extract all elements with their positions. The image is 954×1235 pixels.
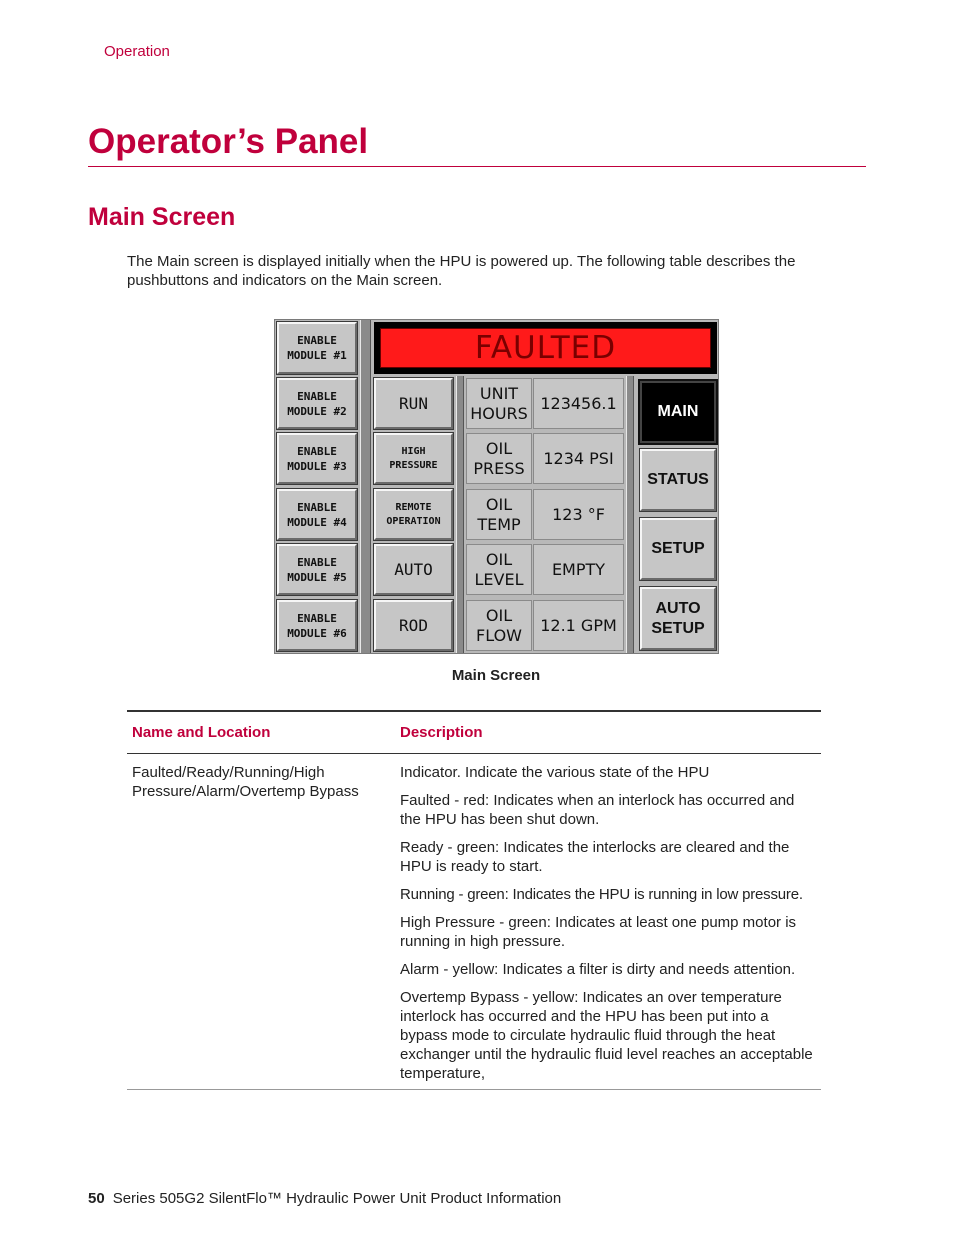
readout-label-oil-press: OIL PRESS — [466, 433, 532, 484]
readout-label-oil-flow: OIL FLOW — [466, 600, 532, 651]
running-header-section: Operation — [104, 43, 170, 60]
table-row-description — [400, 763, 818, 1092]
high-pressure-button[interactable]: HIGH PRESSURE — [374, 433, 453, 484]
description-paragraph: Overtemp Bypass - yellow: Indicates an over temperature interlock has occurred and the HPU has been put into a bypass mode to circulate hydraulic fluid through the heat exchanger until the hydraulic fluid level reaches an acceptable temperature, — [400, 989, 813, 1082]
table-row-name: Faulted/Ready/Running/High Pressure/Alarm/Overtemp Bypass — [132, 764, 359, 800]
left-divider — [360, 320, 371, 653]
description-paragraph: High Pressure - green: Indicates at least one pump motor is running in high pressure. — [400, 914, 797, 950]
auto-setup-nav-button[interactable]: AUTO SETUP — [640, 587, 716, 650]
status-indicator: FAULTED — [380, 328, 711, 368]
mid-divider — [456, 376, 464, 653]
table-bottom-rule — [127, 1089, 821, 1090]
title-rule — [88, 166, 866, 167]
setup-nav-button[interactable]: SETUP — [640, 518, 716, 580]
page-title: Operator’s Panel — [88, 122, 369, 161]
enable-module-2-button[interactable]: ENABLE MODULE #2 — [277, 378, 357, 429]
description-paragraph: Running - green: Indicates the HPU is running in low pressure. — [400, 886, 803, 903]
readout-value-oil-flow: 12.1 GPM — [533, 600, 624, 651]
description-paragraph: Alarm - yellow: Indicates a filter is dirty and needs attention. — [400, 961, 796, 978]
description-paragraph: Faulted - red: Indicates when an interlock has occurred and the HPU has been shut down. — [400, 792, 795, 828]
table-header-description: Description — [400, 724, 483, 741]
footer-title: Series 505G2 SilentFlo™ Hydraulic Power Unit Product Information — [112, 1190, 562, 1207]
enable-module-4-button[interactable]: ENABLE MODULE #4 — [277, 489, 357, 540]
hmi-main-screen — [274, 319, 719, 654]
section-heading: Main Screen — [88, 203, 236, 231]
intro-paragraph: The Main screen is displayed initially when the HPU is powered up. The following table describes the pushbuttons and indicators on the Main screen. — [127, 253, 796, 289]
page-number: 50 — [88, 1190, 105, 1207]
readout-value-unit-hours: 123456.1 — [533, 378, 624, 429]
main-nav-button[interactable]: MAIN — [640, 381, 716, 443]
auto-button[interactable]: AUTO — [374, 544, 453, 595]
readout-label-oil-level: OIL LEVEL — [466, 544, 532, 595]
readout-label-unit-hours: UNIT HOURS — [466, 378, 532, 429]
run-button[interactable]: RUN — [374, 378, 453, 429]
figure-caption: Main Screen — [451, 667, 541, 684]
page-footer — [88, 1190, 561, 1207]
rod-button[interactable]: ROD — [374, 600, 453, 651]
enable-module-6-button[interactable]: ENABLE MODULE #6 — [277, 600, 357, 651]
description-paragraph: Ready - green: Indicates the interlocks are cleared and the HPU is ready to start. — [400, 839, 790, 875]
enable-module-1-button[interactable]: ENABLE MODULE #1 — [277, 322, 357, 374]
remote-operation-button[interactable]: REMOTE OPERATION — [374, 489, 453, 540]
enable-module-5-button[interactable]: ENABLE MODULE #5 — [277, 544, 357, 595]
status-nav-button[interactable]: STATUS — [640, 449, 716, 511]
table-top-rule — [127, 710, 821, 712]
readout-label-oil-temp: OIL TEMP — [466, 489, 532, 540]
readout-value-oil-temp: 123 °F — [533, 489, 624, 540]
table-header-name: Name and Location — [132, 724, 271, 741]
readout-value-oil-level: EMPTY — [533, 544, 624, 595]
readout-value-oil-press: 1234 PSI — [533, 433, 624, 484]
right-divider — [626, 376, 634, 653]
table-header-rule — [127, 753, 821, 754]
description-paragraph: Indicator. Indicate the various state of the HPU — [400, 764, 710, 781]
enable-module-3-button[interactable]: ENABLE MODULE #3 — [277, 433, 357, 484]
